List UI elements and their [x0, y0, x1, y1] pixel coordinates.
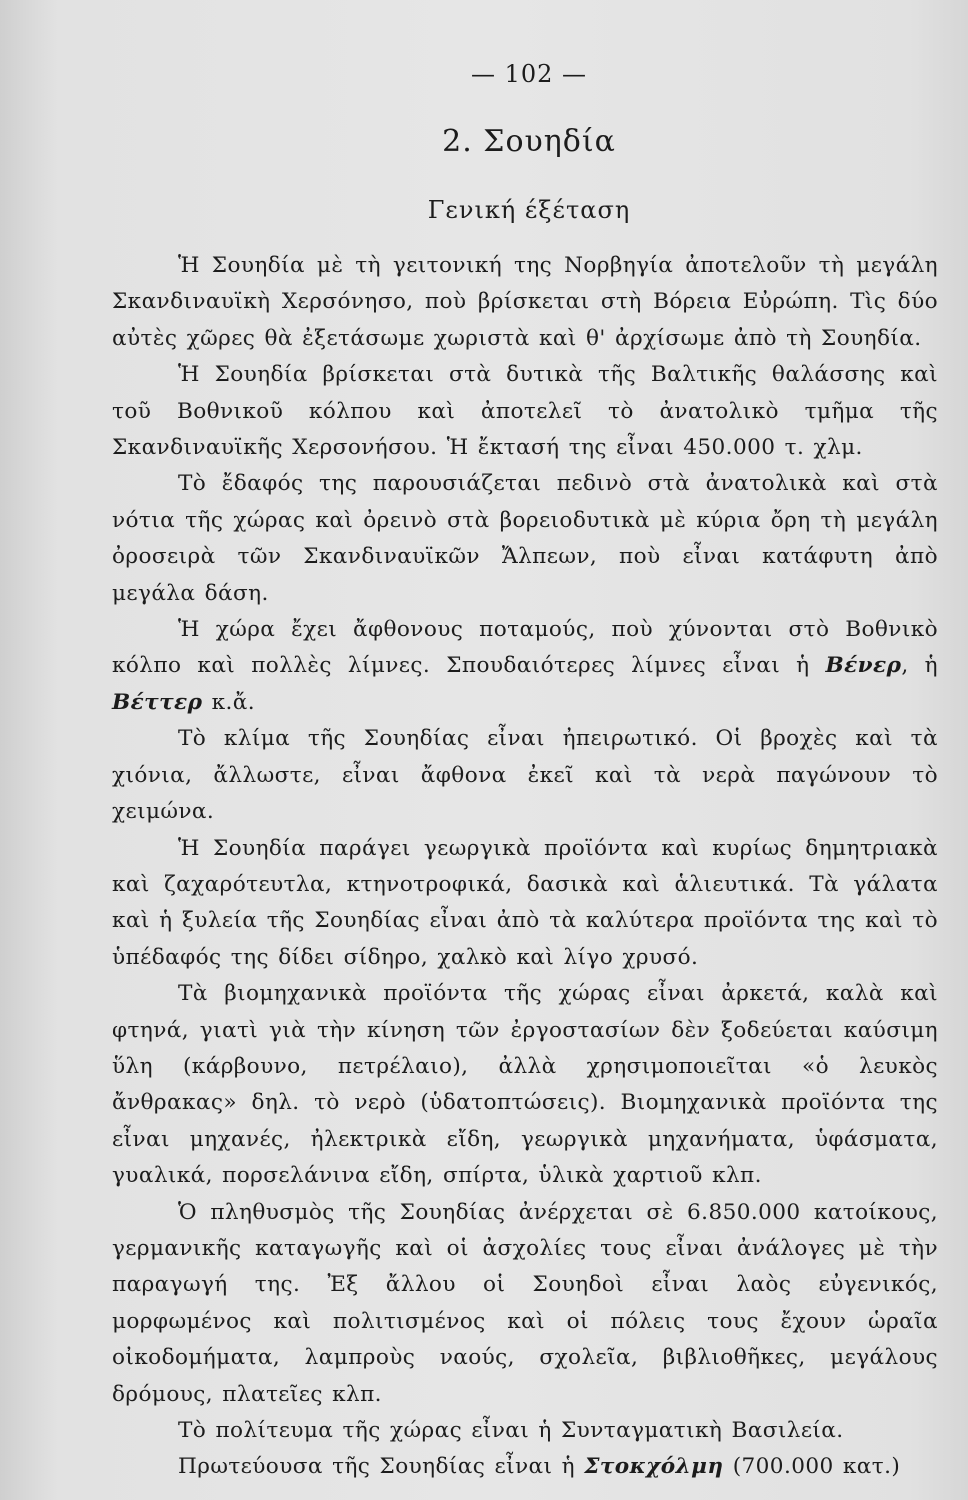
paragraph-population: Ὁ πληθυσμὸς τῆς Σουηδίας ἀνέρχεται σὲ 6.850.000 κατοίκους, γερμανικῆς καταγωγῆς καὶ οἱ ἀσχολίες τους εἶναι ἀνάλογες μὲ τὴν παραγωγή της. Ἐξ ἄλλου οἱ Σουηδοὶ εἶναι λαὸς εὐγενικός, μορφωμένος καὶ πολιτισμένος καὶ οἱ πόλεις τους ἔχουν ὡραῖα οἰκοδομήματα, λαμπροὺς ναούς, σχολεῖα, βιβλιοθῆκες, μεγάλους δρόμους, πλατεῖες κλπ. [112, 1199, 938, 1407]
section-subtitle: Γενική έξέταση [427, 196, 631, 224]
lake-name-vetter: Βέττερ [112, 689, 203, 715]
lake-name-vener: Βένερ [825, 653, 902, 679]
capital-name: Στοκχόλμη [584, 1454, 724, 1480]
section-title: 2. Σουηδία [442, 124, 616, 159]
paragraph-climate: Τὸ κλίμα τῆς Σουηδίας εἶναι ἠπειρωτικό. Οἱ βροχὲς καὶ τὰ χιόνια, ἄλλωστε, εἶναι ἄφθονα ἐκεῖ καὶ τὰ νερὰ παγώνουν τὸ χειμώνα. [112, 726, 938, 825]
paragraph-government: Τὸ πολίτευμα τῆς χώρας εἶναι ἡ Συνταγματικὴ Βασιλεία. [178, 1418, 844, 1443]
paragraph-rivers-lakes: Ἡ χώρα ἔχει ἄφθονους ποταμούς, ποὺ χύνονται στὸ Βοθνικὸ κόλπο καὶ πολλὲς λίμνες. Σπουδαιότερες λίμνες εἶναι ἡ Βένερ, ἡ Βέττερ κ.ἄ. [112, 617, 938, 715]
paragraph-agriculture: Ἡ Σουηδία παράγει γεωργικὰ προϊόντα καὶ κυρίως δημητριακὰ καὶ ζαχαρότευτλα, κτηνοτροφικά, δασικὰ καὶ ἁλιευτικά. Τὰ γάλατα καὶ ἡ ξυλεία τῆς Σουηδίας εἶναι ἀπὸ τὰ καλύτερα προϊόντα της καὶ τὸ ὑπέδαφός της δίδει σίδηρο, χαλκὸ καὶ λίγο χρυσό. [112, 835, 938, 970]
paragraph-industry: Τὰ βιομηχανικὰ προϊόντα τῆς χώρας εἶναι ἀρκετά, καλὰ καὶ φτηνά, γιατὶ γιὰ τὴν κίνηση τῶν ἐργοστασίων δὲν ξοδεύεται καύσιμη ὕλη (κάρβουνο, πετρέλαιο), ἀλλὰ χρησιμοποιεῖται «ὁ λευκὸς ἄνθρακας» δηλ. τὸ νερὸ (ὑδατοπτώσεις). Βιομηχανικὰ προϊόντα της εἶναι μηχανές, ἠλεκτρικὰ εἴδη, γεωργικὰ μηχανήματα, ὑφάσματα, γυαλικά, πορσελάνινα εἴδη, σπίρτα, ὑλικὰ χαρτιοῦ κλπ. [112, 981, 938, 1189]
paragraph-intro: Ἡ Σουηδία μὲ τὴ γειτονική της Νορβηγία ἀποτελοῦν τὴ μεγάλη Σκανδιναυϊκὴ Χερσόνησο, ποὺ βρίσκεται στὴ Βόρεια Εὐρώπη. Τὶς δύο αὐτὲς χῶρες θὰ ἐξετάσωμε χωριστὰ καὶ θ' ἀρχίσωμε ἀπὸ τὴ Σουηδία. [112, 253, 938, 351]
paragraph-capital: Πρωτεύουσα τῆς Σουηδίας εἶναι ἡ Στοκχόλμη (700.000 κατ.) [178, 1454, 901, 1480]
page-number: — 102 — [470, 60, 588, 88]
paragraph-location: Ἡ Σουηδία βρίσκεται στὰ δυτικὰ τῆς Βαλτικῆς θαλάσσης καὶ τοῦ Βοθνικοῦ κόλπου καὶ ἀποτελεῖ τὸ ἀνατολικὸ τμῆμα τῆς Σκανδιναυϊκῆς Χερσονήσου. Ἡ ἔκτασή της εἶναι 450.000 τ. χλμ. [112, 362, 938, 461]
paragraph-terrain: Τὸ ἔδαφός της παρουσιάζεται πεδινὸ στὰ ἀνατολικὰ καὶ στὰ νότια τῆς χώρας καὶ ὀρεινὸ στὰ βορειοδυτικὰ μὲ κύρια ὄρη τὴ μεγάλη ὀροσειρὰ τῶν Σκανδιναυϊκῶν Ἄλπεων, ποὺ εἶναι κατάφυτη ἀπὸ μεγάλα δάση. [112, 471, 938, 606]
body-text [112, 248, 938, 1486]
